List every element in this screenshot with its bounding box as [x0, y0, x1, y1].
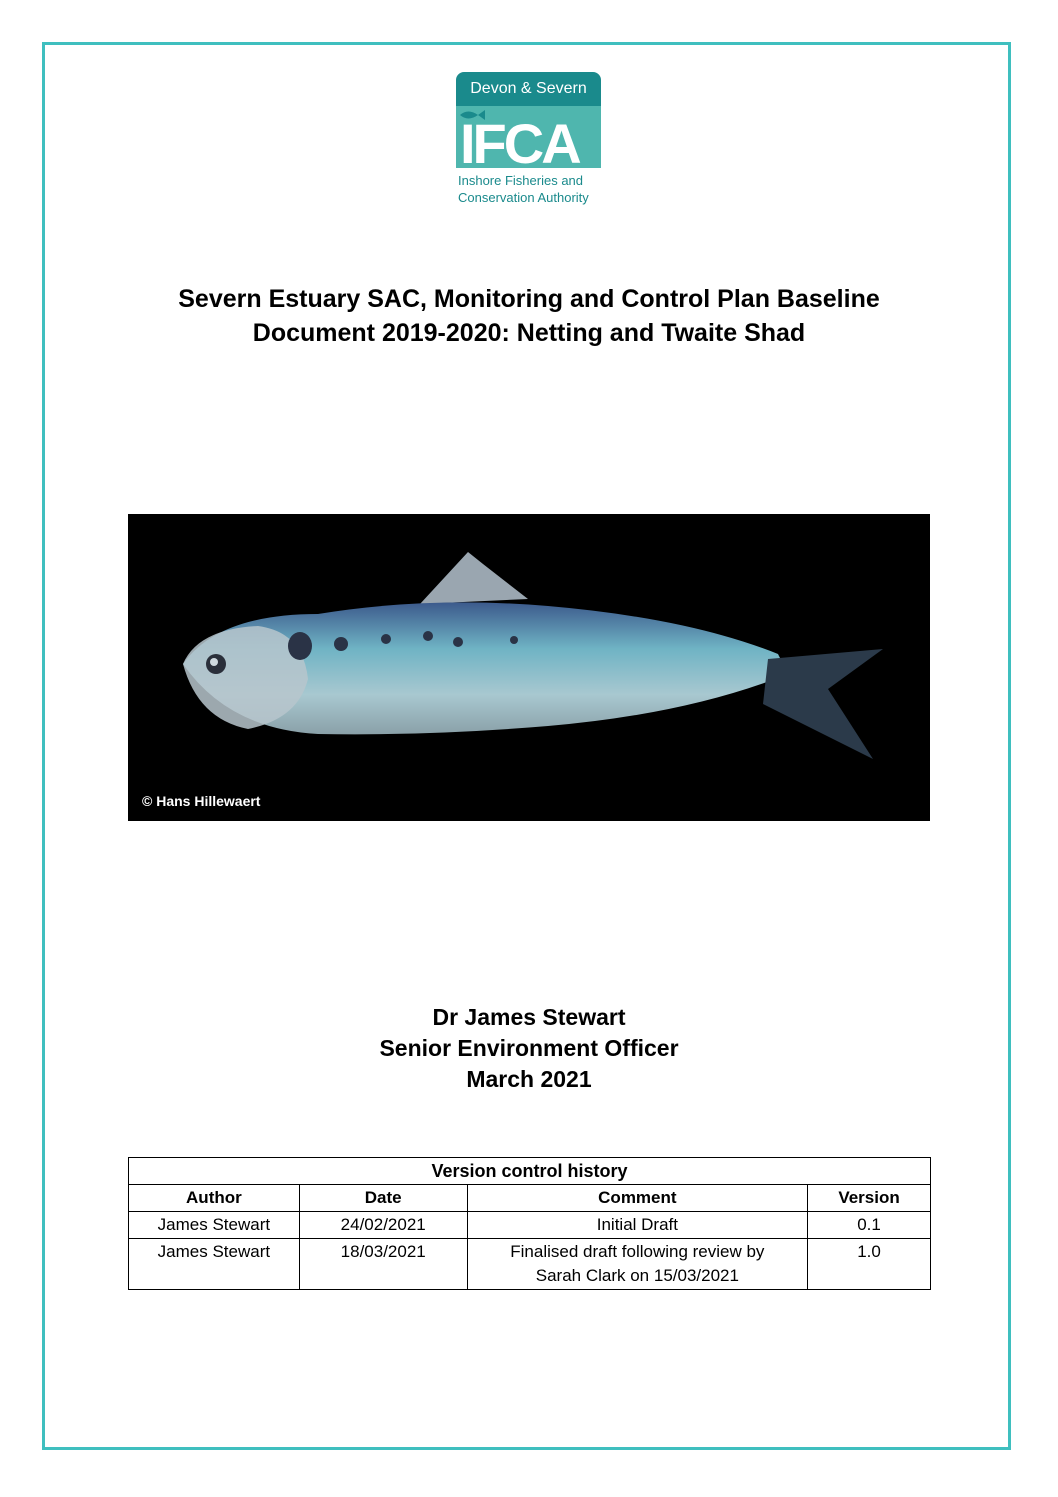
- header-date: Date: [299, 1185, 467, 1212]
- table-caption: Version control history: [129, 1158, 931, 1185]
- comment-line1: Finalised draft following review by: [510, 1242, 765, 1261]
- logo-top-band: Devon & Severn: [456, 72, 601, 106]
- logo-subtitle: [456, 172, 604, 206]
- cell-date: 24/02/2021: [299, 1212, 467, 1239]
- title-line2: Document 2019-2020: Netting and Twaite Shad: [252, 319, 806, 347]
- header-version: Version: [808, 1185, 931, 1212]
- cell-version: 1.0: [808, 1239, 931, 1290]
- cell-comment: Initial Draft: [467, 1212, 807, 1239]
- logo-letter-block: [456, 106, 601, 168]
- comment-line2: Sarah Clark on 15/03/2021: [535, 1266, 739, 1285]
- photo-credit: © Hans Hillewaert: [142, 793, 261, 809]
- table-row: [129, 1212, 931, 1239]
- document-date: March 2021: [466, 1066, 592, 1092]
- cell-comment: [467, 1239, 807, 1290]
- author-block: [60, 1002, 998, 1095]
- cell-author: James Stewart: [129, 1239, 300, 1290]
- twaite-shad-photo: [128, 514, 930, 821]
- ifca-logo: [456, 72, 604, 206]
- author-role: Senior Environment Officer: [379, 1035, 679, 1061]
- author-name: Dr James Stewart: [432, 1004, 626, 1030]
- logo-letters: IFCA: [460, 112, 579, 168]
- version-control-table: [128, 1157, 931, 1290]
- logo-subtitle-line1: Inshore Fisheries and: [458, 173, 584, 188]
- logo-subtitle-line2: Conservation Authority: [458, 190, 589, 205]
- cell-author: James Stewart: [129, 1212, 300, 1239]
- cell-version: 0.1: [808, 1212, 931, 1239]
- cell-date: 18/03/2021: [299, 1239, 467, 1290]
- header-author: Author: [129, 1185, 300, 1212]
- header-comment: Comment: [467, 1185, 807, 1212]
- document-title: [60, 282, 998, 350]
- table-row: [129, 1239, 931, 1290]
- fish-illustration: [128, 514, 930, 821]
- title-line1: Severn Estuary SAC, Monitoring and Control Plan Baseline: [178, 285, 880, 313]
